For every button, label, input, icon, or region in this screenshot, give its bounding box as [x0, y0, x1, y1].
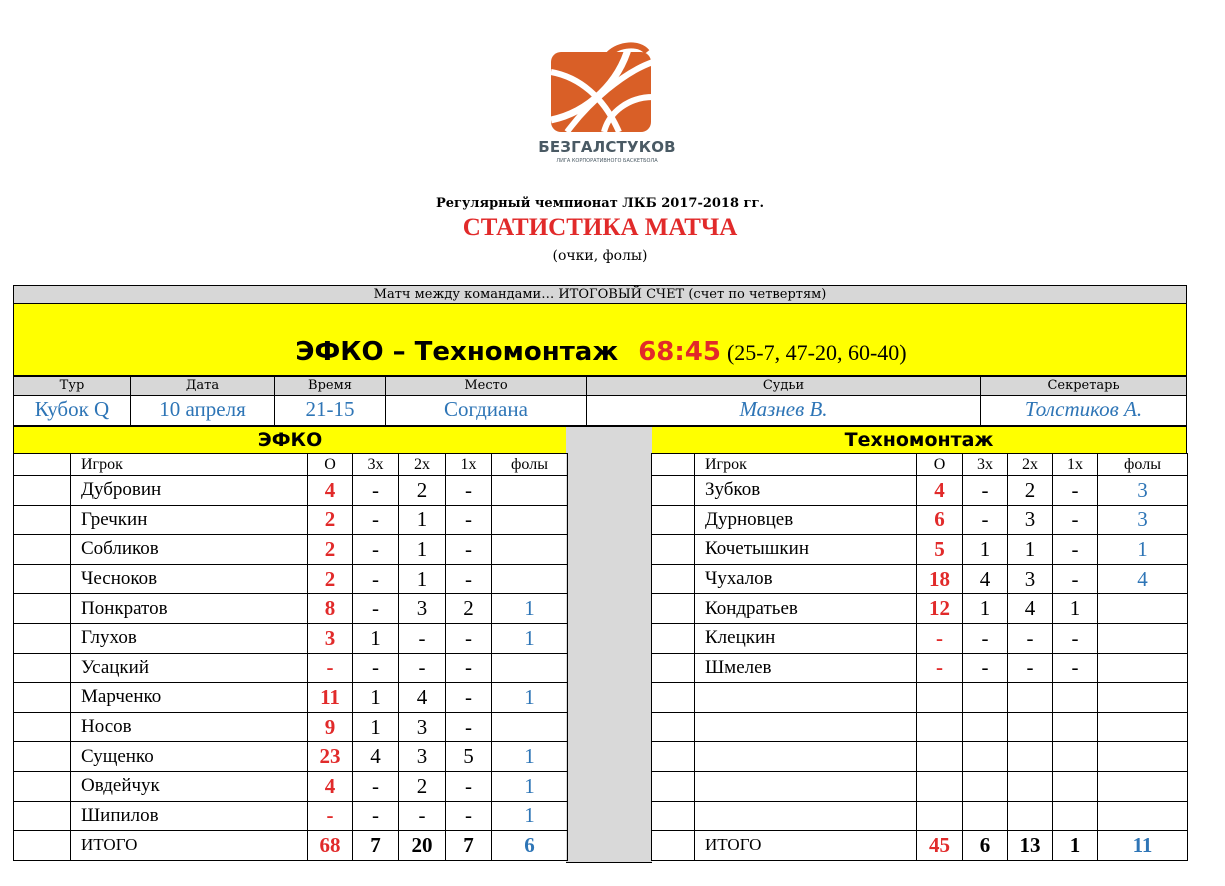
player-three: 1: [353, 712, 399, 742]
player-row: [652, 771, 1188, 801]
player-pts: -: [308, 653, 353, 683]
player-fouls: 1: [492, 594, 568, 624]
row-index-cell: [652, 653, 695, 683]
player-one: [1053, 771, 1098, 801]
player-two: 1: [399, 535, 446, 565]
player-one: -: [1053, 535, 1098, 565]
pts-column-header: О: [917, 454, 963, 476]
league-brand-subtitle: ЛИГА КОРПОРАТИВНОГО БАСКЕТБОЛА: [556, 158, 658, 164]
one-column-header: 1х: [1053, 454, 1098, 476]
row-index-cell: [14, 653, 71, 683]
player-one: -: [1053, 505, 1098, 535]
row-index-cell: [14, 623, 71, 653]
player-one: -: [446, 653, 492, 683]
player-row: [14, 683, 568, 713]
player-two: [1008, 712, 1053, 742]
player-name: [695, 683, 917, 713]
player-three: -: [353, 771, 399, 801]
player-three: -: [353, 564, 399, 594]
player-three: -: [963, 476, 1008, 506]
player-fouls: 1: [492, 742, 568, 772]
total-one: 7: [446, 831, 492, 861]
player-pts: 5: [917, 535, 963, 565]
player-name: Овдейчук: [71, 771, 308, 801]
player-pts: [917, 771, 963, 801]
match-caption: Матч между командами… ИТОГОВЫЙ СЧЕТ (счет по четвертям): [13, 285, 1187, 304]
time-value: 21-15: [274, 395, 386, 426]
row-index-cell: [652, 831, 695, 861]
player-name: Гречкин: [71, 505, 308, 535]
player-three: [963, 742, 1008, 772]
player-two: 3: [399, 712, 446, 742]
player-row: [14, 505, 568, 535]
player-fouls: 3: [1098, 476, 1188, 506]
three-column-header: 3х: [963, 454, 1008, 476]
player-two: 1: [1008, 535, 1053, 565]
player-pts: 6: [917, 505, 963, 535]
player-row: [14, 476, 568, 506]
total-pts: 45: [917, 831, 963, 861]
row-index-header: [14, 454, 71, 476]
player-name: Усацкий: [71, 653, 308, 683]
player-pts: -: [308, 801, 353, 831]
player-one: -: [446, 535, 492, 565]
player-fouls: [1098, 683, 1188, 713]
row-index-cell: [14, 801, 71, 831]
player-row: [14, 653, 568, 683]
time-label: Время: [274, 376, 386, 396]
player-three: [963, 801, 1008, 831]
player-fouls: [1098, 742, 1188, 772]
player-two: -: [1008, 623, 1053, 653]
player-pts: 8: [308, 594, 353, 624]
player-fouls: [1098, 594, 1188, 624]
player-three: -: [353, 653, 399, 683]
player-two: 1: [399, 505, 446, 535]
round-label: Тур: [13, 376, 131, 396]
team1-stats-table: [13, 453, 568, 861]
player-three: 1: [353, 623, 399, 653]
total-fouls: 6: [492, 831, 568, 861]
match-score-line: [14, 337, 1188, 367]
player-name: Зубков: [695, 476, 917, 506]
player-fouls: 1: [492, 771, 568, 801]
player-row: [652, 505, 1188, 535]
total-three: 6: [963, 831, 1008, 861]
player-three: -: [353, 476, 399, 506]
player-pts: [917, 801, 963, 831]
player-fouls: [1098, 801, 1188, 831]
player-row: [652, 653, 1188, 683]
player-two: 2: [399, 476, 446, 506]
player-two: 4: [1008, 594, 1053, 624]
match-quarter-scores: (25-7, 47-20, 60-40): [726, 340, 907, 365]
player-fouls: [1098, 771, 1188, 801]
player-two: 3: [1008, 564, 1053, 594]
player-pts: [917, 712, 963, 742]
player-fouls: [492, 653, 568, 683]
player-fouls: 1: [492, 623, 568, 653]
player-name: Шмелев: [695, 653, 917, 683]
player-pts: 12: [917, 594, 963, 624]
player-pts: -: [917, 623, 963, 653]
row-index-cell: [652, 623, 695, 653]
player-fouls: [1098, 712, 1188, 742]
secretary-value: Толстиков А.: [980, 395, 1187, 426]
player-row: [652, 683, 1188, 713]
player-fouls: 3: [1098, 505, 1188, 535]
player-fouls: 1: [492, 683, 568, 713]
row-index-header: [652, 454, 695, 476]
player-pts: 2: [308, 564, 353, 594]
row-index-cell: [14, 564, 71, 594]
league-logo: [527, 42, 687, 170]
row-index-cell: [652, 505, 695, 535]
player-pts: -: [917, 653, 963, 683]
player-one: -: [1053, 653, 1098, 683]
player-three: -: [353, 535, 399, 565]
player-row: [652, 712, 1188, 742]
player-three: -: [353, 594, 399, 624]
row-index-cell: [652, 742, 695, 772]
referees-value: Мазнев В.: [586, 395, 981, 426]
player-name: Кочетышкин: [695, 535, 917, 565]
player-three: [963, 683, 1008, 713]
player-row: [652, 476, 1188, 506]
row-index-cell: [14, 742, 71, 772]
row-index-cell: [652, 771, 695, 801]
row-index-cell: [14, 505, 71, 535]
player-pts: 4: [308, 476, 353, 506]
match-final-score: 68:45: [638, 337, 721, 367]
total-three: 7: [353, 831, 399, 861]
player-name: Дубровин: [71, 476, 308, 506]
league-brand-name: БЕЗГАЛСТУКОВ: [538, 138, 676, 156]
row-index-cell: [14, 594, 71, 624]
player-row: [652, 564, 1188, 594]
player-pts: 9: [308, 712, 353, 742]
player-two: -: [1008, 653, 1053, 683]
player-name: Сущенко: [71, 742, 308, 772]
player-name: Носов: [71, 712, 308, 742]
season-title: Регулярный чемпионат ЛКБ 2017-2018 гг.: [435, 196, 765, 211]
date-value: 10 апреля: [130, 395, 275, 426]
player-one: [1053, 712, 1098, 742]
total-pts: 68: [308, 831, 353, 861]
total-two: 13: [1008, 831, 1053, 861]
player-one: -: [446, 712, 492, 742]
player-pts: 18: [917, 564, 963, 594]
player-three: 1: [963, 594, 1008, 624]
basketball-logo-icon: [549, 42, 655, 134]
player-row: [14, 594, 568, 624]
player-fouls: [492, 505, 568, 535]
player-row: [14, 771, 568, 801]
total-fouls: 11: [1098, 831, 1188, 861]
player-name: Шипилов: [71, 801, 308, 831]
player-one: -: [446, 683, 492, 713]
player-two: 2: [1008, 476, 1053, 506]
player-row: [652, 742, 1188, 772]
player-pts: 3: [308, 623, 353, 653]
player-name: Глухов: [71, 623, 308, 653]
player-fouls: [1098, 653, 1188, 683]
player-pts: [917, 683, 963, 713]
player-row: [14, 801, 568, 831]
player-three: 4: [963, 564, 1008, 594]
match-teams: ЭФКО – Техномонтаж: [295, 337, 619, 367]
player-one: -: [1053, 476, 1098, 506]
player-two: -: [399, 801, 446, 831]
row-index-cell: [652, 476, 695, 506]
page-title: СТАТИСТИКА МАТЧА: [462, 214, 738, 241]
player-three: -: [353, 801, 399, 831]
match-score-band: [13, 303, 1187, 376]
team2-stats-table: [651, 453, 1188, 861]
row-index-cell: [14, 476, 71, 506]
team2-name-header: Техномонтаж: [651, 426, 1187, 454]
two-column-header: 2х: [1008, 454, 1053, 476]
player-two: 2: [399, 771, 446, 801]
player-two: [1008, 801, 1053, 831]
player-fouls: [1098, 623, 1188, 653]
player-pts: 2: [308, 505, 353, 535]
player-one: -: [446, 564, 492, 594]
player-row: [14, 712, 568, 742]
player-name: Понкратов: [71, 594, 308, 624]
player-one: 5: [446, 742, 492, 772]
player-one: -: [446, 505, 492, 535]
player-row: [14, 742, 568, 772]
player-one: -: [446, 623, 492, 653]
player-one: [1053, 801, 1098, 831]
player-one: -: [446, 476, 492, 506]
row-index-cell: [652, 535, 695, 565]
player-one: [1053, 683, 1098, 713]
row-index-cell: [14, 535, 71, 565]
player-two: 3: [399, 594, 446, 624]
place-value: Согдиана: [385, 395, 587, 426]
place-label: Место: [385, 376, 587, 396]
referees-label: Судьи: [586, 376, 981, 396]
row-index-cell: [652, 712, 695, 742]
player-one: 2: [446, 594, 492, 624]
player-three: -: [353, 505, 399, 535]
three-column-header: 3х: [353, 454, 399, 476]
column-header-row: [652, 454, 1188, 476]
player-fouls: [492, 535, 568, 565]
player-pts: 11: [308, 683, 353, 713]
pts-column-header: О: [308, 454, 353, 476]
center-divider: [566, 426, 652, 863]
player-three: [963, 712, 1008, 742]
player-name: Чесноков: [71, 564, 308, 594]
total-two: 20: [399, 831, 446, 861]
player-pts: 4: [308, 771, 353, 801]
player-name: Дурновцев: [695, 505, 917, 535]
player-fouls: [492, 564, 568, 594]
row-index-cell: [14, 683, 71, 713]
player-pts: [917, 742, 963, 772]
player-two: -: [399, 653, 446, 683]
player-three: 4: [353, 742, 399, 772]
player-row: [14, 564, 568, 594]
player-two: 3: [1008, 505, 1053, 535]
player-fouls: [492, 476, 568, 506]
player-column-header: Игрок: [695, 454, 917, 476]
player-three: -: [963, 623, 1008, 653]
player-two: 3: [399, 742, 446, 772]
secretary-label: Секретарь: [980, 376, 1187, 396]
row-index-cell: [652, 801, 695, 831]
row-index-cell: [652, 594, 695, 624]
two-column-header: 2х: [399, 454, 446, 476]
player-name: [695, 712, 917, 742]
team1-name-header: ЭФКО: [13, 426, 567, 454]
player-row: [14, 535, 568, 565]
player-row: [652, 623, 1188, 653]
one-column-header: 1х: [446, 454, 492, 476]
player-three: 1: [963, 535, 1008, 565]
row-index-cell: [14, 712, 71, 742]
player-row: [14, 623, 568, 653]
player-two: 4: [399, 683, 446, 713]
total-row: [14, 831, 568, 861]
player-name: Кондратьев: [695, 594, 917, 624]
player-fouls: [492, 712, 568, 742]
player-one: -: [446, 771, 492, 801]
player-two: -: [399, 623, 446, 653]
player-fouls: 4: [1098, 564, 1188, 594]
player-name: Клецкин: [695, 623, 917, 653]
player-column-header: Игрок: [71, 454, 308, 476]
player-three: 1: [353, 683, 399, 713]
player-one: 1: [1053, 594, 1098, 624]
player-row: [652, 535, 1188, 565]
player-two: 1: [399, 564, 446, 594]
player-pts: 23: [308, 742, 353, 772]
player-fouls: 1: [492, 801, 568, 831]
row-index-cell: [14, 771, 71, 801]
total-label: ИТОГО: [695, 831, 917, 861]
column-header-row: [14, 454, 568, 476]
player-name: [695, 742, 917, 772]
row-index-cell: [652, 683, 695, 713]
row-index-cell: [14, 831, 71, 861]
player-one: [1053, 742, 1098, 772]
player-three: -: [963, 653, 1008, 683]
player-pts: 2: [308, 535, 353, 565]
row-index-cell: [652, 564, 695, 594]
total-one: 1: [1053, 831, 1098, 861]
round-value: Кубок Q: [13, 395, 131, 426]
player-three: -: [963, 505, 1008, 535]
player-name: [695, 801, 917, 831]
player-pts: 4: [917, 476, 963, 506]
total-row: [652, 831, 1188, 861]
player-two: [1008, 742, 1053, 772]
fouls-column-header: фолы: [492, 454, 568, 476]
total-label: ИТОГО: [71, 831, 308, 861]
player-two: [1008, 771, 1053, 801]
player-two: [1008, 683, 1053, 713]
player-name: Чухалов: [695, 564, 917, 594]
player-name: Марченко: [71, 683, 308, 713]
player-fouls: 1: [1098, 535, 1188, 565]
player-row: [652, 801, 1188, 831]
player-name: [695, 771, 917, 801]
player-row: [652, 594, 1188, 624]
date-label: Дата: [130, 376, 275, 396]
fouls-column-header: фолы: [1098, 454, 1188, 476]
player-one: -: [1053, 564, 1098, 594]
page-subtitle: (очки, фолы): [552, 248, 648, 264]
player-three: [963, 771, 1008, 801]
player-name: Собликов: [71, 535, 308, 565]
player-one: -: [446, 801, 492, 831]
player-one: -: [1053, 623, 1098, 653]
